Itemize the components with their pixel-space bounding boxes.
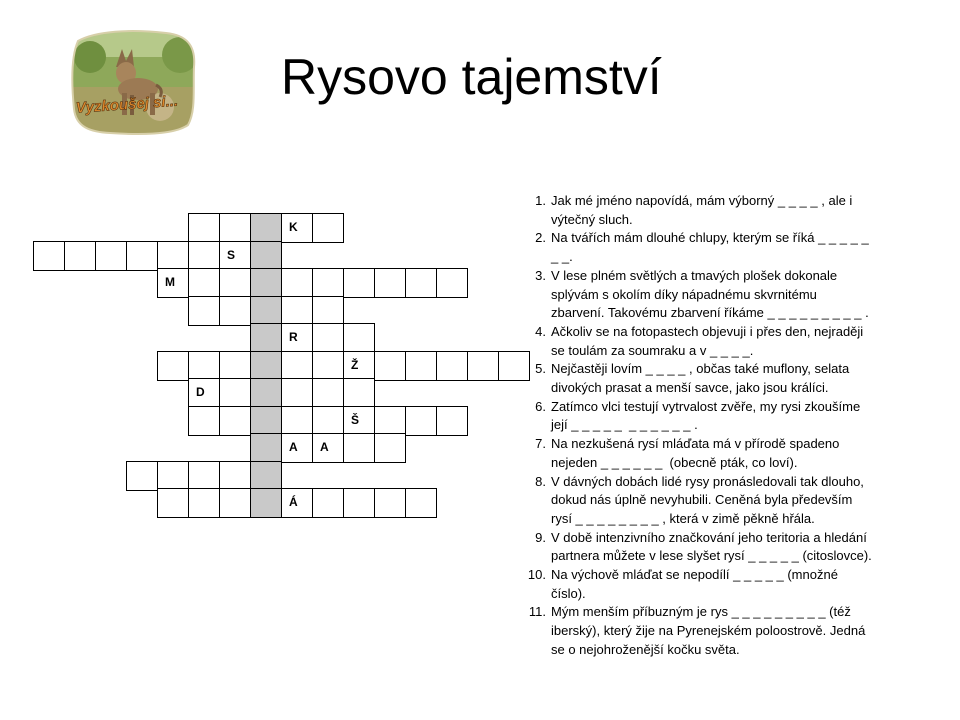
clue-number: 6. (535, 398, 546, 414)
clue-item (522, 267, 914, 323)
crossword-cell[interactable] (95, 241, 127, 271)
clue-item (522, 473, 914, 529)
cell-letter: S (227, 247, 236, 262)
crossword-cell[interactable] (312, 378, 344, 408)
clue-item (522, 566, 914, 603)
crossword-cell[interactable] (312, 488, 344, 518)
clue-item (522, 398, 914, 435)
crossword-cell[interactable] (250, 461, 282, 491)
crossword-cell[interactable] (343, 351, 375, 381)
crossword-cell[interactable] (250, 433, 282, 463)
crossword-cell[interactable] (157, 351, 189, 381)
crossword-cell[interactable] (188, 488, 220, 518)
cell-letter: K (289, 220, 298, 234)
crossword-cell[interactable] (312, 268, 344, 298)
crossword-cell[interactable] (281, 433, 313, 463)
clue-number: 5. (535, 361, 546, 377)
clue-item (522, 603, 914, 659)
crossword-cell[interactable] (343, 433, 375, 463)
clue-text: Na tvářích mám dlouhé chlupy, kterým se říká _ _ _ _ _ _ _. (551, 230, 869, 265)
crossword-cell[interactable] (188, 268, 220, 298)
crossword-cell[interactable] (188, 351, 220, 381)
crossword-cell[interactable] (343, 406, 375, 436)
crossword-cell[interactable] (281, 378, 313, 408)
crossword-cell[interactable] (343, 488, 375, 518)
clue-item (522, 323, 914, 360)
crossword-cell[interactable] (343, 323, 375, 353)
clue-text: Mým menším příbuzným je rys _ _ _ _ _ _ _ _ _ (též iberský), který žije na Pyrenejském poloostrově. Jedná se o nejohroženější kočku světa. (551, 604, 866, 657)
clue-number: 11. (528, 604, 546, 620)
crossword-cell[interactable] (312, 213, 344, 243)
cell-letter: R (289, 330, 298, 344)
crossword-cell[interactable] (219, 213, 251, 243)
clue-text: Jak mé jméno napovídá, mám výborný _ _ _ _ , ale i výtečný sluch. (551, 193, 853, 227)
crossword-cell[interactable] (219, 351, 251, 381)
crossword-cell[interactable] (188, 296, 220, 326)
clue-number: 10. (527, 567, 546, 583)
crossword-cell[interactable] (126, 241, 158, 271)
crossword-cell[interactable] (250, 268, 282, 298)
crossword-cell[interactable] (343, 378, 375, 408)
crossword-cell[interactable] (188, 241, 220, 271)
cell-letter: D (196, 385, 205, 399)
crossword-cell[interactable] (157, 241, 189, 271)
crossword-cell[interactable] (436, 351, 468, 381)
clue-number: 7. (535, 436, 546, 452)
crossword-cell[interactable] (436, 268, 468, 298)
clue-text: V lese plném světlých a tmavých plošek dokonale splývám s okolím díky nápadnému skvrnitému zbarvení. Takovému zbarvení říkáme _ _ _ _ _ _ _ _ _ . (551, 267, 869, 321)
crossword-cell[interactable] (343, 268, 375, 298)
crossword-cell[interactable] (374, 433, 406, 463)
crossword-cell[interactable] (250, 488, 282, 518)
crossword-cell[interactable] (250, 296, 282, 326)
crossword-cell[interactable] (436, 406, 468, 436)
clue-number: 8. (535, 473, 546, 489)
cell-letter: Š (351, 412, 360, 427)
crossword-cell[interactable] (312, 406, 344, 436)
clue-text: Ačkoliv se na fotopastech objevuji i přes den, nejraději se toulám za soumraku a v _ _ _ _. (551, 323, 864, 358)
crossword-cell[interactable] (374, 406, 406, 436)
crossword-cell[interactable] (157, 461, 189, 491)
crossword-cell[interactable] (405, 351, 437, 381)
crossword-cell[interactable] (188, 213, 220, 243)
clue-item (522, 529, 914, 566)
cell-letter: A (320, 440, 329, 454)
clue-item (522, 435, 914, 472)
crossword-cell[interactable] (219, 268, 251, 298)
crossword-cell[interactable] (312, 351, 344, 381)
crossword-cell[interactable] (281, 268, 313, 298)
crossword-cell[interactable] (374, 488, 406, 518)
clue-text: Zatímco vlci testují vytrvalost zvěře, my rysi zkoušíme její _ _ _ _ _ _ _ _ _ _ _ . (551, 398, 861, 433)
page-title: Rysovo tajemství (281, 49, 662, 105)
cell-letter: Á (289, 495, 298, 509)
clue-text: V dávných dobách lidé rysy pronásledovali tak dlouho, dokud nás úplně nevyhubili. Ceněná byla především rysí _ _ _ _ _ _ _ _ , která v zimě pěkně hřála. (551, 473, 864, 526)
crossword-cell[interactable] (281, 213, 313, 243)
crossword-cell[interactable] (64, 241, 96, 271)
crossword-cell[interactable] (405, 268, 437, 298)
crossword-cell[interactable] (281, 351, 313, 381)
clue-number: 1. (535, 193, 546, 208)
crossword-cell[interactable] (33, 241, 65, 271)
clue-text: Nejčastěji lovím _ _ _ _ , občas také muflony, selata divokých prasat a menší savce, jako jsou králíci. (551, 361, 850, 396)
crossword-cell[interactable] (312, 323, 344, 353)
crossword-cell[interactable] (250, 323, 282, 353)
clue-text: Na nezkušená rysí mláďata má v přírodě spadeno nejeden _ _ _ _ _ _ (obecně pták, co loví). (551, 436, 840, 470)
crossword-cell[interactable] (467, 351, 499, 381)
crossword-cell[interactable] (312, 433, 344, 463)
clue-item (522, 229, 914, 266)
crossword-cell[interactable] (281, 296, 313, 326)
crossword-cell[interactable] (312, 296, 344, 326)
crossword-cell[interactable] (250, 351, 282, 381)
crossword-cell[interactable] (219, 241, 251, 271)
clue-item (522, 360, 914, 397)
crossword-cell[interactable] (281, 488, 313, 518)
cell-letter: A (289, 440, 298, 454)
crossword-cell[interactable] (157, 488, 189, 518)
cell-letter: Ž (351, 357, 359, 372)
crossword-cell[interactable] (126, 461, 158, 491)
crossword-cell[interactable] (219, 378, 251, 408)
clue-number: 4. (535, 323, 546, 339)
crossword-cell[interactable] (219, 296, 251, 326)
crossword-cell[interactable] (250, 241, 282, 271)
clue-number: 9. (535, 529, 546, 545)
crossword-cell[interactable] (405, 406, 437, 436)
crossword-cell[interactable] (405, 488, 437, 518)
crossword-cell[interactable] (374, 351, 406, 381)
crossword-cell[interactable] (219, 461, 251, 491)
crossword-cell[interactable] (219, 488, 251, 518)
crossword-cell[interactable] (188, 378, 220, 408)
clue-item (522, 192, 914, 229)
logo-caption: Vyzkoušej si... (75, 92, 179, 117)
clue-number: 3. (535, 267, 546, 283)
clue-list (522, 192, 914, 660)
crossword-cell[interactable] (219, 406, 251, 436)
clue-text: Na výchově mláďat se nepodílí _ _ _ _ _ (množné číslo). (551, 567, 838, 601)
crossword-cell[interactable] (281, 406, 313, 436)
cell-letter: M (165, 275, 175, 289)
crossword-cell[interactable] (188, 406, 220, 436)
crossword-cell[interactable] (157, 268, 189, 298)
crossword-cell[interactable] (188, 461, 220, 491)
crossword-cell[interactable] (374, 268, 406, 298)
crossword-cell[interactable] (281, 323, 313, 353)
clue-number: 2. (535, 230, 546, 246)
crossword-cell[interactable] (250, 406, 282, 436)
clue-text: V době intenzivního značkování jeho teritoria a hledání partnera můžete v lese slyšet rysí _ _ _ _ _ (citoslovce). (551, 529, 872, 564)
crossword-cell[interactable] (250, 213, 282, 243)
crossword-cell[interactable] (250, 378, 282, 408)
